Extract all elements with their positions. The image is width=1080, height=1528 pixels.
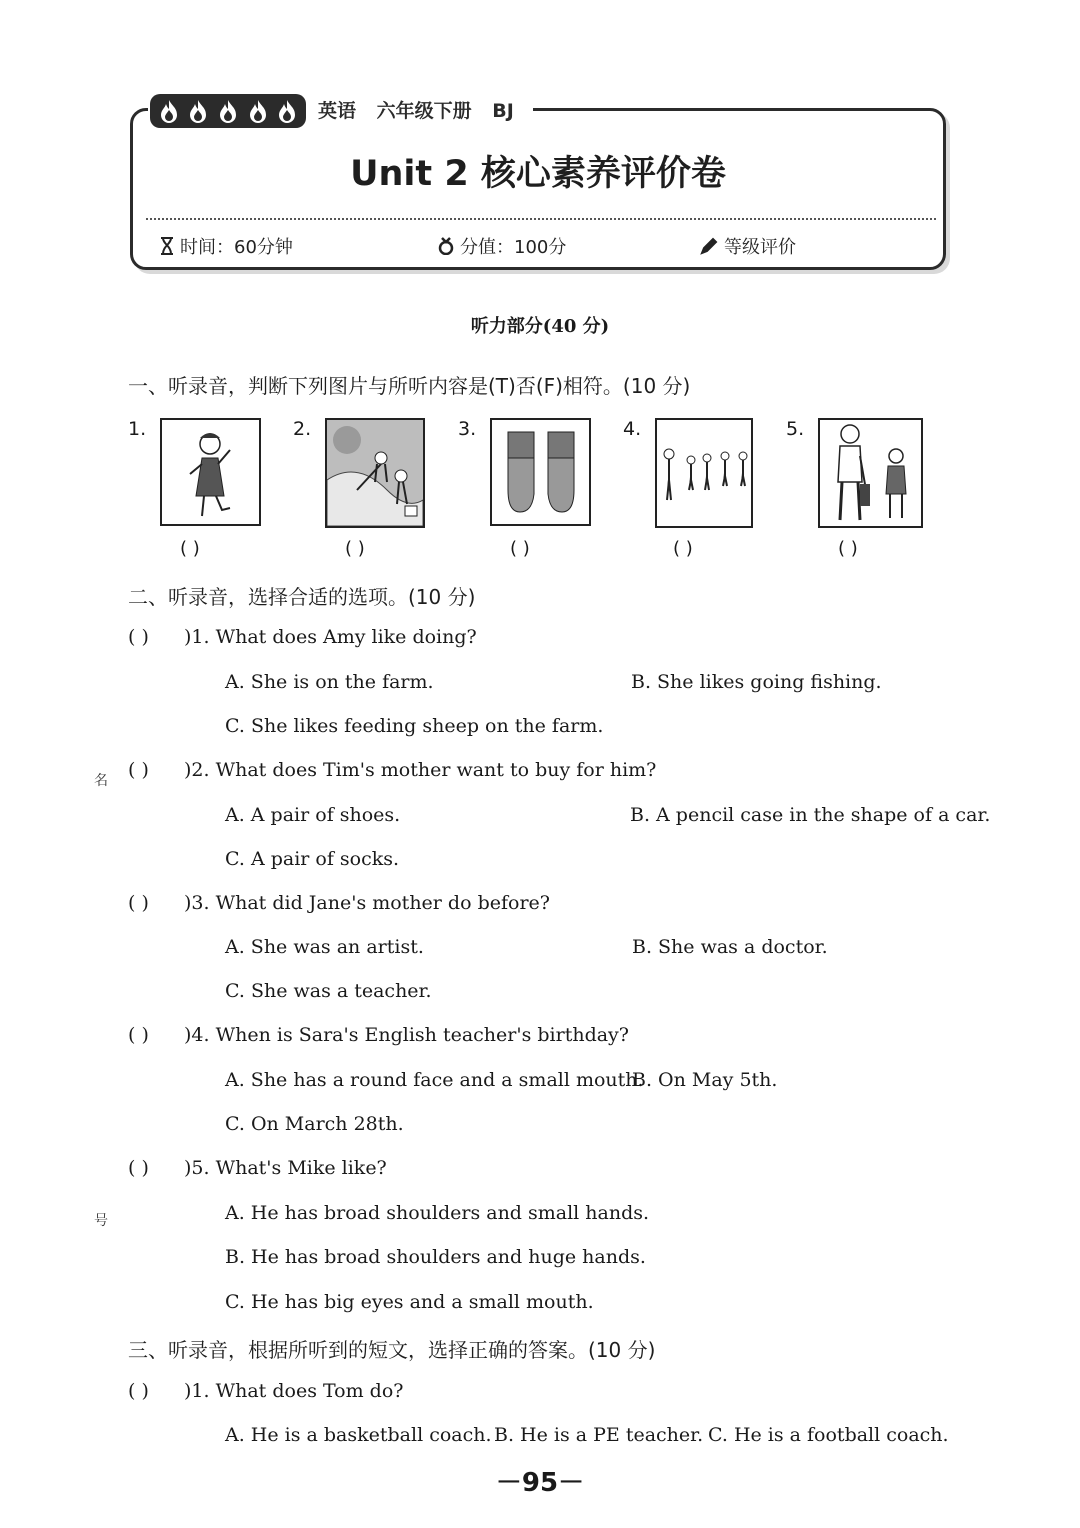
picture-number: 3.: [458, 418, 477, 440]
children-group-picture: [655, 418, 753, 528]
option-c: C. She was a teacher.: [225, 980, 432, 1002]
option-b: B. She was a doctor.: [632, 936, 828, 958]
margin-mark: 名: [94, 773, 108, 789]
score-icon: [438, 237, 454, 255]
hourglass-icon: [160, 237, 174, 255]
option-b: B. A pencil case in the shape of a car.: [630, 804, 991, 826]
option-b: B. She likes going fishing.: [631, 671, 882, 693]
girl-dancing-picture: [160, 418, 261, 526]
flame-icon: [216, 98, 240, 124]
flame-icon: [157, 98, 181, 124]
option-a: A. She was an artist.: [225, 936, 424, 958]
answer-paren[interactable]: ( ): [128, 626, 149, 648]
option-b: B. He is a PE teacher.: [494, 1424, 704, 1446]
pencil-icon: [700, 237, 718, 255]
listening-section-heading: 听力部分(40 分): [470, 316, 610, 337]
question-stem: )1. What does Tom do?: [184, 1380, 404, 1402]
flame-icon: [186, 98, 210, 124]
page-title: Unit 2 核心素养评价卷: [350, 154, 726, 194]
man-and-boy-picture: [818, 418, 923, 528]
answer-paren[interactable]: ( ): [345, 538, 365, 559]
option-c: C. He has big eyes and a small mouth.: [225, 1291, 594, 1313]
dotted-divider: [146, 218, 936, 220]
picture-number: 5.: [786, 418, 805, 440]
answer-paren[interactable]: ( ): [128, 1380, 149, 1402]
time-info: [160, 233, 293, 259]
question-stem: )4. When is Sara's English teacher's birthday?: [184, 1024, 629, 1046]
answer-paren[interactable]: ( ): [128, 1157, 149, 1179]
part2-title: 二、听录音，选择合适的选项。(10 分): [128, 585, 476, 609]
option-a: A. He is a basketball coach.: [225, 1424, 492, 1446]
time-text: 时间：60分钟: [180, 237, 293, 258]
children-fishing-picture: [325, 418, 425, 528]
answer-paren[interactable]: ( ): [673, 538, 693, 559]
answer-paren[interactable]: ( ): [128, 1024, 149, 1046]
option-b: B. On May 5th.: [632, 1069, 778, 1091]
option-c: C. She likes feeding sheep on the farm.: [225, 715, 604, 737]
answer-paren[interactable]: ( ): [128, 892, 149, 914]
option-a: A. She has a round face and a small mouth.: [225, 1069, 644, 1091]
question-stem: )5. What's Mike like?: [184, 1157, 387, 1179]
grade-info: [700, 233, 796, 259]
option-c: C. On March 28th.: [225, 1113, 404, 1135]
option-a: A. A pair of shoes.: [225, 804, 401, 826]
answer-paren[interactable]: ( ): [128, 759, 149, 781]
grade-text: 等级评价: [724, 237, 796, 258]
option-c: C. He is a football coach.: [708, 1424, 949, 1446]
part3-title: 三、听录音，根据所听到的短文，选择正确的答案。(10 分): [128, 1338, 656, 1362]
margin-mark: 号: [94, 1213, 108, 1229]
option-a: A. She is on the farm.: [225, 671, 434, 693]
flame-icon: [275, 98, 299, 124]
option-c: C. A pair of socks.: [225, 848, 400, 870]
option-a: A. He has broad shoulders and small hands.: [225, 1202, 650, 1224]
difficulty-flames: [150, 94, 306, 128]
subject-label: 英语 六年级下册 BJ: [318, 100, 514, 122]
flame-icon: [246, 98, 270, 124]
answer-paren[interactable]: ( ): [838, 538, 858, 559]
score-info: [438, 233, 566, 259]
picture-number: 1.: [128, 418, 147, 440]
question-stem: )1. What does Amy like doing?: [184, 626, 477, 648]
question-stem: )3. What did Jane's mother do before?: [184, 892, 550, 914]
picture-number: 4.: [623, 418, 642, 440]
part1-title: 一、听录音，判断下列图片与所听内容是(T)否(F)相符。(10 分): [128, 374, 691, 398]
option-b: B. He has broad shoulders and huge hands.: [225, 1246, 646, 1268]
answer-paren[interactable]: ( ): [180, 538, 200, 559]
question-stem: )2. What does Tim's mother want to buy for him?: [184, 759, 657, 781]
socks-picture: [490, 418, 591, 526]
score-text: 分值：100分: [460, 237, 567, 258]
answer-paren[interactable]: ( ): [510, 538, 530, 559]
page-number: －95－: [495, 1468, 585, 1498]
picture-number: 2.: [293, 418, 312, 440]
